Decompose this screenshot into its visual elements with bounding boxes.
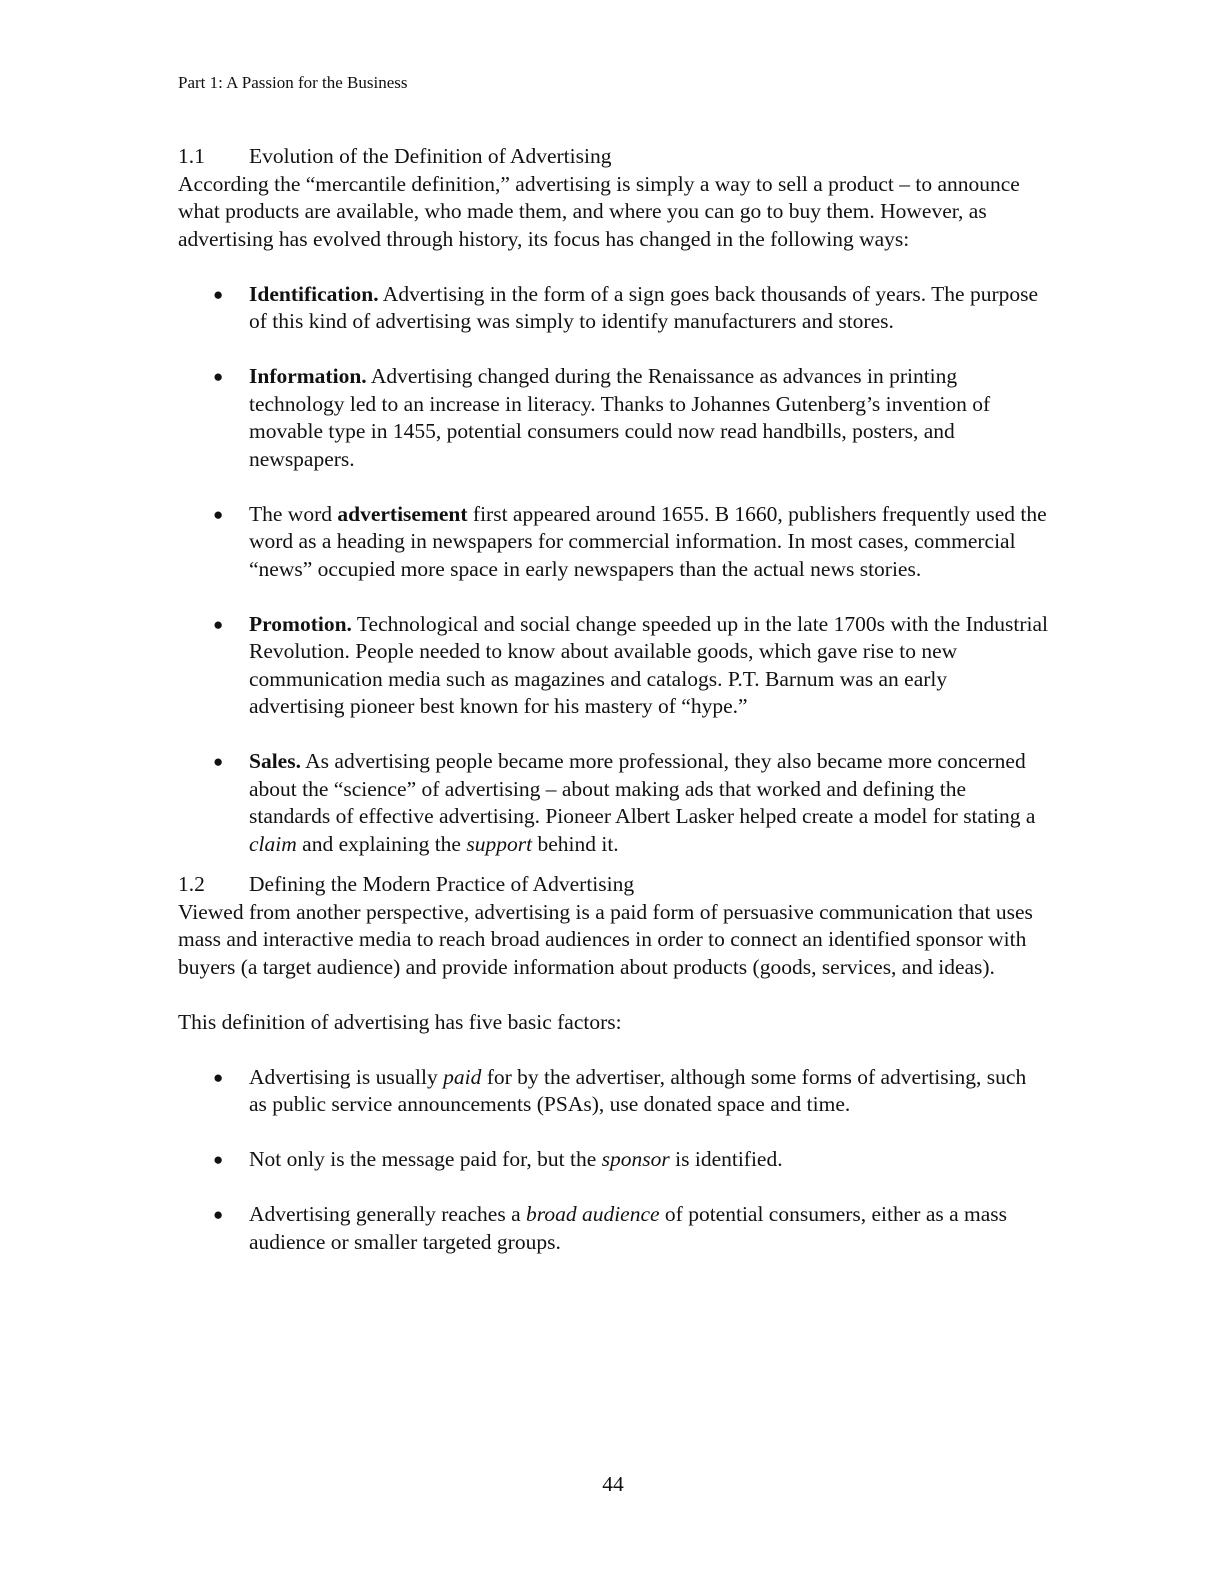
bullet-icon: ● (213, 752, 224, 771)
bullet-text: Technological and social change speeded up in the late 1700s with the Industrial Revolution. People needed to know about available goods, which gave rise to new communication media such as magazines and catalogs. P.T. Barnum was an early advertising pioneer best known for his mastery of “hype.” (249, 611, 1048, 718)
bullet-text: and explaining the (296, 831, 467, 856)
bullet-text: behind it. (532, 831, 619, 856)
bullet-text: Not only is the message paid for, but the (249, 1147, 602, 1171)
bullet-lead: Information. (249, 364, 367, 388)
section-1-intro-paragraph: According the “mercantile definition,” advertising is simply a way to sell a product – to announce what products are available, who made them, and where you can go to buy them. However, as advertising has evolved through history, its focus has changed in the following ways: (178, 171, 1020, 251)
section-number: 1.2 (178, 872, 205, 896)
list-item-identification (178, 281, 1048, 336)
bullet-lead: Promotion. (249, 611, 352, 636)
list-item-sales (178, 748, 1048, 858)
list-item-advertisement-word (178, 501, 1048, 584)
body-text (178, 143, 1048, 1256)
page-number: 44 (602, 1472, 624, 1496)
bullet-italic-term: broad audience (526, 1202, 660, 1226)
section-heading-1-2 (178, 871, 1048, 899)
bullet-lead: Sales. (249, 749, 301, 773)
bullet-icon: ● (213, 284, 224, 304)
section-1-bullet-list (178, 281, 1048, 859)
section-2-intro-paragraph: Viewed from another perspective, advertising is a paid form of persuasive communication that uses mass and interactive media to reach broad audiences in order to connect an identified sponsor with buyers (a target audience) and provide information about products (goods, services, and ideas). (178, 899, 1033, 979)
document-page (178, 0, 1048, 1584)
bullet-icon: ● (213, 1205, 224, 1224)
bullet-text: The word (249, 501, 338, 526)
section-title: Evolution of the Definition of Advertising (249, 144, 612, 168)
bullet-italic-term: claim (249, 831, 297, 856)
factors-intro-paragraph: This definition of advertising has five basic factors: (178, 1009, 622, 1034)
list-item-broad-audience (178, 1201, 1048, 1256)
bullet-italic-term: support (466, 831, 533, 856)
section-heading-1-1 (178, 143, 1048, 171)
bullet-icon: ● (213, 1150, 224, 1169)
bullet-text: Advertising changed during the Renaissance as advances in printing technology led to an increase in literacy. Thanks to Johannes Gutenberg’s invention of movable type in 1455, potential consumers could now read handbills, posters, and newspapers. (249, 364, 991, 471)
list-item-paid (178, 1064, 1048, 1119)
bullet-lead: Identification. (249, 281, 379, 306)
bullet-icon: ● (213, 504, 224, 524)
bullet-text: Advertising generally reaches a (249, 1202, 526, 1226)
bullet-text: As advertising people became more professional, they also became more concerned about the “science” of advertising – about making ads that worked and defining the standards of effective advertising. Pioneer Albert Lasker helped create a model for stating a (249, 749, 1036, 828)
bullet-bold-term: advertisement (337, 501, 468, 526)
bullet-icon: ● (213, 614, 224, 634)
bullet-text: is identified. (669, 1147, 783, 1171)
bullet-italic-term: sponsor (601, 1147, 670, 1171)
running-head: Part 1: A Passion for the Business (178, 73, 408, 92)
section-number: 1.1 (178, 144, 205, 168)
section-title: Defining the Modern Practice of Advertising (249, 872, 635, 896)
bullet-italic-term: paid (443, 1064, 482, 1089)
bullet-icon: ● (213, 1067, 224, 1087)
section-2-bullet-list (178, 1064, 1048, 1257)
bullet-text: Advertising is usually (249, 1064, 444, 1089)
bullet-text: for by the advertiser, although some forms of advertising, such as public service announcements (PSAs), use donated space and time. (249, 1064, 1027, 1116)
list-item-sponsor (178, 1146, 1048, 1174)
list-item-information (178, 363, 1048, 473)
bullet-text: Advertising in the form of a sign goes back thousands of years. The purpose of this kind of advertising was simply to identify manufacturers and stores. (249, 281, 1039, 333)
bullet-text: of potential consumers, either as a mass audience or smaller targeted groups. (249, 1202, 1008, 1254)
list-item-promotion (178, 611, 1048, 721)
bullet-icon: ● (213, 367, 224, 386)
bullet-text: first appeared around 1655. B 1660, publishers frequently used the word as a heading in newspapers for commercial information. In most cases, commercial “news” occupied more space in early newspapers than the actual news stories. (249, 501, 1047, 581)
